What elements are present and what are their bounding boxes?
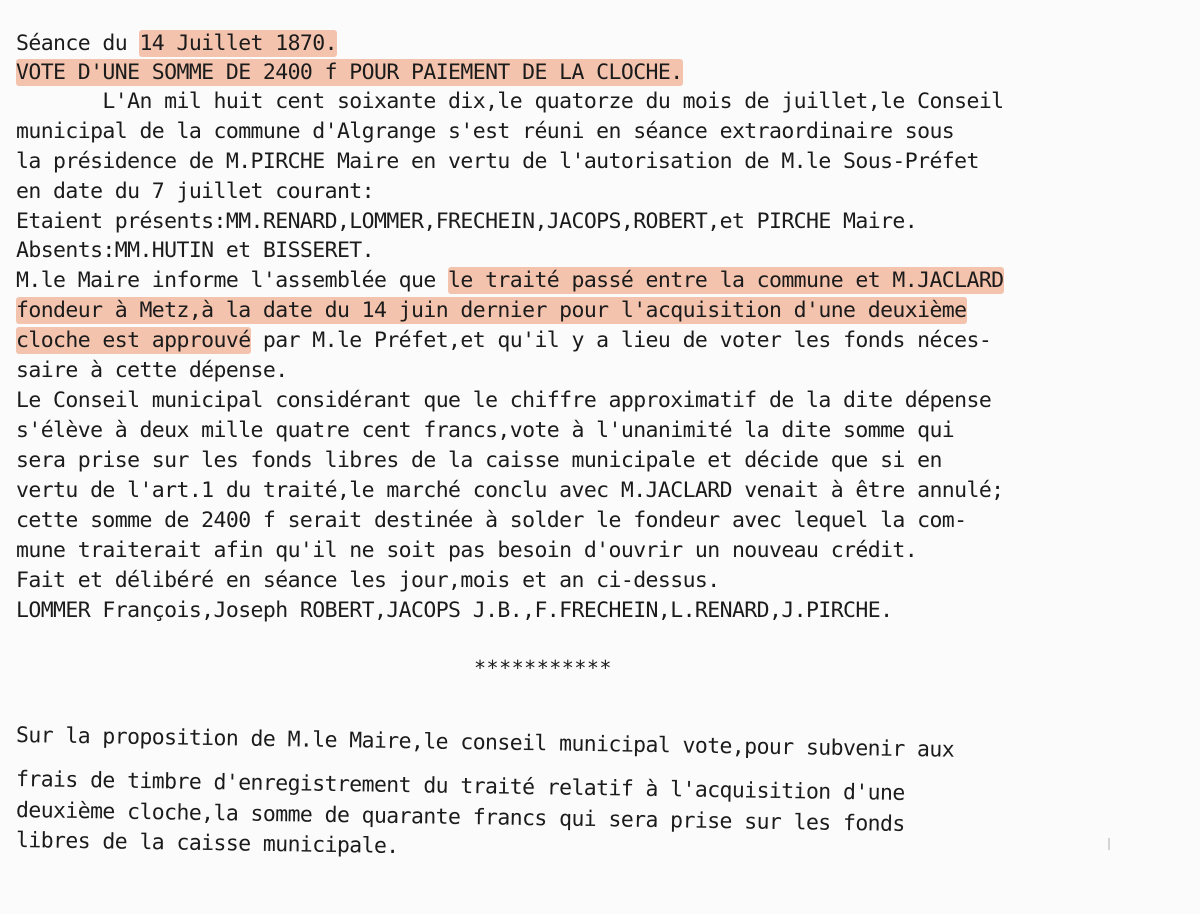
- proposition-line-3: deuxième cloche,la somme de quarante francs qui sera prise sur les fonds: [15, 798, 905, 837]
- presents-line: Etaient présents:MM.RENARD,LOMMER,FRECHEIN,JACOPS,ROBERT,et PIRCHE Maire.: [16, 209, 918, 234]
- traite-highlight-3: cloche est approuvé: [16, 328, 251, 353]
- body2-line-3: s'élève à deux mille quatre cent francs,vote à l'unanimité la dite somme qui: [16, 418, 955, 443]
- fait-line: Fait et délibéré en séance les jour,mois et an ci-dessus.: [16, 568, 720, 593]
- proposition-line-2: frais de timbre d'enregistrement du traité relatif à l'acquisition d'une: [15, 767, 905, 806]
- traite-highlight-2: fondeur à Metz,à la date du 14 juin dernier pour l'acquisition d'une deuxième: [16, 298, 967, 323]
- maire-line-2: [16, 297, 967, 325]
- proposition-line-4: libres de la caisse municipale.: [15, 828, 399, 860]
- body2-line-5: vertu de l'art.1 du traité,le marché conclu avec M.JACLARD venait à être annulé;: [16, 478, 1004, 503]
- body-line-3: la présidence de M.PIRCHE Maire en vertu de l'autorisation de M.le Sous-Préfet: [16, 149, 979, 174]
- scan-mark: [1108, 838, 1110, 850]
- maire-line-1-text: M.le Maire informe l'assemblée que: [16, 268, 449, 293]
- traite-highlight-1: le traité passé entre la commune et M.JACLARD: [448, 268, 1004, 293]
- seance-heading: [16, 30, 337, 58]
- separator-stars: ***********: [474, 656, 612, 680]
- seance-date-highlight: 14 Juillet 1870.: [139, 31, 337, 56]
- body2-line-2: Le Conseil municipal considérant que le chiffre approximatif de la dite dépense: [16, 388, 992, 413]
- body-line-1: L'An mil huit cent soixante dix,le quatorze du mois de juillet,le Conseil: [16, 89, 1004, 114]
- body2-line-4: sera prise sur les fonds libres de la caisse municipale et décide que si en: [16, 448, 942, 473]
- body2-line-6: cette somme de 2400 f serait destinée à solder le fondeur avec lequel la com-: [16, 508, 967, 533]
- body2-line-7: mune traiterait afin qu'il ne soit pas besoin d'ouvrir un nouveau crédit.: [16, 538, 918, 563]
- body2-line-1: saire à cette dépense.: [16, 358, 288, 383]
- maire-line-3-text: par M.le Préfet,et qu'il y a lieu de voter les fonds néces-: [250, 328, 992, 353]
- body-line-2: municipal de la commune d'Algrange s'est réuni en séance extraordinaire sous: [16, 119, 955, 144]
- proposition-line-1: Sur la proposition de M.le Maire,le conseil municipal vote,pour subvenir aux: [15, 723, 955, 763]
- vote-title-highlight: VOTE D'UNE SOMME DE 2400 f POUR PAIEMENT DE LA CLOCHE.: [16, 60, 683, 85]
- vote-title: [16, 59, 683, 87]
- maire-line-3: [16, 327, 991, 355]
- maire-line-1: [16, 267, 1004, 295]
- body-line-4: en date du 7 juillet courant:: [16, 179, 374, 204]
- signatures-line: LOMMER François,Joseph ROBERT,JACOPS J.B.,F.FRECHEIN,L.RENARD,J.PIRCHE.: [16, 598, 893, 623]
- seance-prefix: Séance du: [16, 31, 140, 56]
- absents-line: Absents:MM.HUTIN et BISSERET.: [16, 238, 374, 263]
